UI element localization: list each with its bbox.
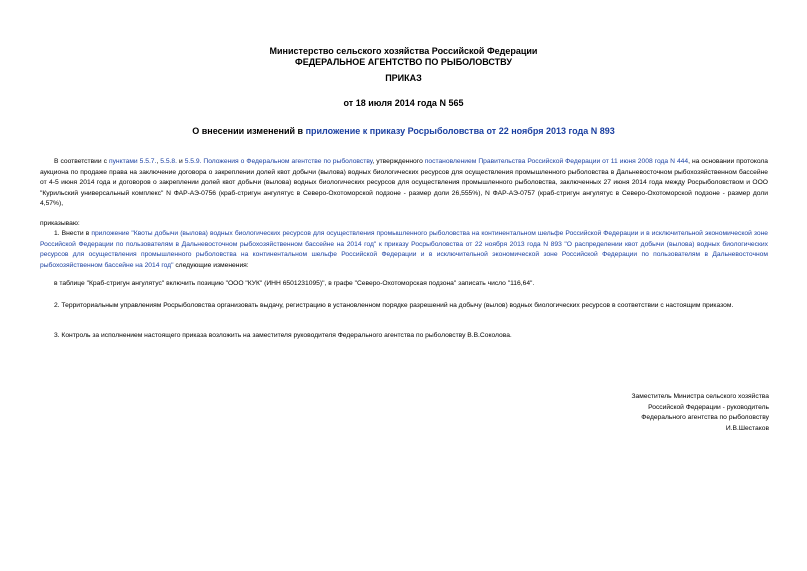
agency-name: ФЕДЕРАЛЬНОЕ АГЕНТСТВО ПО РЫБОЛОВСТВУ [295,57,512,67]
link-government-resolution[interactable]: постановлением Правительства Российской Федерации от 11 июня 2008 года N 444 [424,158,689,165]
document-type: ПРИКАЗ [385,73,422,83]
signature-name: И.В.Шестаков [725,424,769,432]
preamble-text-5: , на основании протокола аукциона по продаже права на заключение договора о закреплении долей квот добычи (вылова) водных биологических ресурсов для осуществления промышленного рыболовства в Дальневосточном рыбохозяйственном бассейне от 4-5 июня 2014 года и договоров о закреплении долей квот добычи (вылова) водных биологических ресурсов для осуществления промышленного рыболовства, заключенных 27 июня 2014 года между Росрыболовством и ООО "Курильский универсальный комплекс" N ФАР-АЭ-0756 (краб-стригун ангулятус в Северо-Охотоморской подзоне - размер доли 26,555%), N ФАР-АЭ-0757 (краб-стригун ангулятус в Северо-Охотоморской подзоне - размер доли 4,57%), [40,158,769,208]
preamble-paragraph [40,157,768,210]
item-1-text-2: следующие изменения: [173,261,249,269]
title-link[interactable]: приложение к приказу Росрыболовства от 22 ноября 2013 года N 893 [305,126,615,136]
preamble-text-1: В соответствии с [54,158,109,165]
signature-line-1: Заместитель Министра сельского хозяйства [631,393,769,400]
preamble-text-3: и [176,158,185,165]
link-item-557[interactable]: пунктами 5.5.7. [108,158,157,165]
signature-block [632,392,769,434]
link-appendix-quotas[interactable]: приложение "Квоты добычи (вылова) водных биологических ресурсов для осуществления промышленного рыболовства на континентальном шельфе Российской Федерации и в исключительной экономической зоне Российской Федерации по пользователям в Дальневосточном рыбохозяйственном бассейне на 2014 год" к приказу Росрыболовства от 22 ноября 2013 года N 893 "О распределении квот добычи (вылова) водных биологических ресурсов для осуществления промышленного рыболовства на континентальном шельфе Российской Федерации и в исключительной экономической зоне Российской Федерации по пользователям в Дальневосточном рыбохозяйственном бассейне на 2014 год" [40,230,768,269]
signature-line-3: Федерального агентства по рыболовству [641,414,769,422]
link-item-558[interactable]: 5.5.8. [160,158,177,165]
document-header [0,46,807,68]
item-1-text-1: 1. Внести в [54,230,92,237]
table-change-paragraph: в таблице "Краб-стригун ангулятус" включить позицию "ООО "КУК" (ИНН 6501231095)", в графе "Северо-Охотоморская подзона" записать число "116,64". [54,280,535,287]
preamble-text-2: , [156,158,161,165]
link-item-559-regulation[interactable]: 5.5.9. Положения о Федеральном агентстве по рыболовству [184,158,373,165]
signature-line-2: Российской Федерации - руководитель [648,403,769,411]
item-1-paragraph [40,229,768,271]
document-date-number: от 18 июля 2014 года N 565 [343,98,464,108]
item-3-paragraph: 3. Контроль за исполнением настоящего приказа возложить на заместителя руководителя Федерального агентства по рыболовству В.В.Соколова. [54,332,512,339]
order-word: приказываю: [40,220,80,227]
item-2-paragraph: 2. Территориальным управлениям Росрыболовства организовать выдачу, регистрацию в установленном порядке разрешений на добычу (вылов) водных биологических ресурсов в соответствии с настоящим приказом. [54,302,734,309]
ministry-name: Министерство сельского хозяйства Российской Федерации [269,46,538,56]
preamble-text-4: , утвержденного [372,158,425,165]
title-text: О внесении изменений в [192,126,306,136]
document-title [0,126,807,136]
